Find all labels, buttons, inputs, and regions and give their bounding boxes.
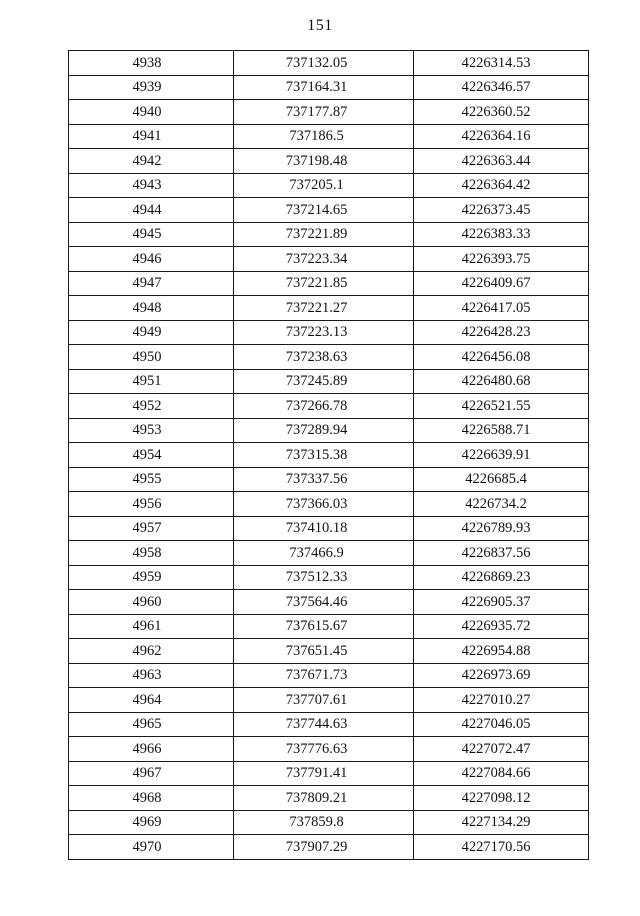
y-coordinate-cell: 4226905.37 [414, 590, 589, 615]
table-row [69, 296, 589, 321]
point-number-cell: 4955 [69, 467, 234, 492]
point-number-cell: 4944 [69, 198, 234, 223]
table-row [69, 75, 589, 100]
x-coordinate-cell: 737466.9 [234, 541, 414, 566]
y-coordinate-cell: 4227170.56 [414, 835, 589, 860]
y-coordinate-cell: 4226373.45 [414, 198, 589, 223]
table-row [69, 124, 589, 149]
x-coordinate-cell: 737177.87 [234, 100, 414, 125]
y-coordinate-cell: 4226456.08 [414, 345, 589, 370]
y-coordinate-cell: 4227134.29 [414, 810, 589, 835]
table-row [69, 639, 589, 664]
y-coordinate-cell: 4226480.68 [414, 369, 589, 394]
point-number-cell: 4939 [69, 75, 234, 100]
point-number-cell: 4948 [69, 296, 234, 321]
coordinate-table-body [69, 51, 589, 860]
y-coordinate-cell: 4226364.42 [414, 173, 589, 198]
x-coordinate-cell: 737238.63 [234, 345, 414, 370]
point-number-cell: 4962 [69, 639, 234, 664]
point-number-cell: 4963 [69, 663, 234, 688]
point-number-cell: 4940 [69, 100, 234, 125]
table-row [69, 467, 589, 492]
point-number-cell: 4942 [69, 149, 234, 174]
table-row [69, 614, 589, 639]
y-coordinate-cell: 4226869.23 [414, 565, 589, 590]
y-coordinate-cell: 4227072.47 [414, 737, 589, 762]
table-row [69, 173, 589, 198]
table-row [69, 369, 589, 394]
point-number-cell: 4967 [69, 761, 234, 786]
y-coordinate-cell: 4226363.44 [414, 149, 589, 174]
x-coordinate-cell: 737198.48 [234, 149, 414, 174]
x-coordinate-cell: 737615.67 [234, 614, 414, 639]
x-coordinate-cell: 737410.18 [234, 516, 414, 541]
table-row [69, 100, 589, 125]
y-coordinate-cell: 4226973.69 [414, 663, 589, 688]
point-number-cell: 4970 [69, 835, 234, 860]
x-coordinate-cell: 737907.29 [234, 835, 414, 860]
point-number-cell: 4959 [69, 565, 234, 590]
point-number-cell: 4952 [69, 394, 234, 419]
x-coordinate-cell: 737221.85 [234, 271, 414, 296]
y-coordinate-cell: 4226789.93 [414, 516, 589, 541]
x-coordinate-cell: 737671.73 [234, 663, 414, 688]
x-coordinate-cell: 737791.41 [234, 761, 414, 786]
y-coordinate-cell: 4226314.53 [414, 51, 589, 76]
point-number-cell: 4949 [69, 320, 234, 345]
y-coordinate-cell: 4226685.4 [414, 467, 589, 492]
x-coordinate-cell: 737214.65 [234, 198, 414, 223]
point-number-cell: 4945 [69, 222, 234, 247]
point-number-cell: 4966 [69, 737, 234, 762]
point-number-cell: 4965 [69, 712, 234, 737]
y-coordinate-cell: 4227098.12 [414, 786, 589, 811]
page-number: 151 [307, 17, 333, 34]
table-row [69, 737, 589, 762]
x-coordinate-cell: 737809.21 [234, 786, 414, 811]
point-number-cell: 4950 [69, 345, 234, 370]
x-coordinate-cell: 737512.33 [234, 565, 414, 590]
table-row [69, 541, 589, 566]
x-coordinate-cell: 737164.31 [234, 75, 414, 100]
table-row [69, 516, 589, 541]
table-row [69, 565, 589, 590]
y-coordinate-cell: 4226346.57 [414, 75, 589, 100]
table-row [69, 688, 589, 713]
point-number-cell: 4947 [69, 271, 234, 296]
table-row [69, 712, 589, 737]
y-coordinate-cell: 4226393.75 [414, 247, 589, 272]
x-coordinate-cell: 737223.34 [234, 247, 414, 272]
point-number-cell: 4958 [69, 541, 234, 566]
table-row [69, 271, 589, 296]
y-coordinate-cell: 4227084.66 [414, 761, 589, 786]
table-row [69, 835, 589, 860]
point-number-cell: 4941 [69, 124, 234, 149]
table-row [69, 149, 589, 174]
table-row [69, 222, 589, 247]
y-coordinate-cell: 4226837.56 [414, 541, 589, 566]
point-number-cell: 4960 [69, 590, 234, 615]
x-coordinate-cell: 737707.61 [234, 688, 414, 713]
table-row [69, 51, 589, 76]
y-coordinate-cell: 4226417.05 [414, 296, 589, 321]
table-row [69, 320, 589, 345]
y-coordinate-cell: 4227046.05 [414, 712, 589, 737]
table-row [69, 761, 589, 786]
y-coordinate-cell: 4226521.55 [414, 394, 589, 419]
x-coordinate-cell: 737366.03 [234, 492, 414, 517]
point-number-cell: 4946 [69, 247, 234, 272]
table-row [69, 394, 589, 419]
point-number-cell: 4956 [69, 492, 234, 517]
x-coordinate-cell: 737266.78 [234, 394, 414, 419]
point-number-cell: 4953 [69, 418, 234, 443]
table-row [69, 247, 589, 272]
y-coordinate-cell: 4226428.23 [414, 320, 589, 345]
x-coordinate-cell: 737245.89 [234, 369, 414, 394]
y-coordinate-cell: 4226935.72 [414, 614, 589, 639]
x-coordinate-cell: 737221.89 [234, 222, 414, 247]
x-coordinate-cell: 737223.13 [234, 320, 414, 345]
point-number-cell: 4954 [69, 443, 234, 468]
table-row [69, 663, 589, 688]
point-number-cell: 4964 [69, 688, 234, 713]
y-coordinate-cell: 4226588.71 [414, 418, 589, 443]
x-coordinate-cell: 737651.45 [234, 639, 414, 664]
x-coordinate-cell: 737859.8 [234, 810, 414, 835]
table-row [69, 492, 589, 517]
table-row [69, 786, 589, 811]
table-row [69, 418, 589, 443]
x-coordinate-cell: 737337.56 [234, 467, 414, 492]
table-row [69, 345, 589, 370]
coordinate-table [68, 50, 589, 860]
point-number-cell: 4943 [69, 173, 234, 198]
y-coordinate-cell: 4226364.16 [414, 124, 589, 149]
table-row [69, 198, 589, 223]
point-number-cell: 4951 [69, 369, 234, 394]
table-row [69, 810, 589, 835]
point-number-cell: 4938 [69, 51, 234, 76]
x-coordinate-cell: 737776.63 [234, 737, 414, 762]
x-coordinate-cell: 737289.94 [234, 418, 414, 443]
x-coordinate-cell: 737132.05 [234, 51, 414, 76]
x-coordinate-cell: 737744.63 [234, 712, 414, 737]
table-row [69, 443, 589, 468]
y-coordinate-cell: 4226383.33 [414, 222, 589, 247]
y-coordinate-cell: 4226954.88 [414, 639, 589, 664]
y-coordinate-cell: 4226360.52 [414, 100, 589, 125]
y-coordinate-cell: 4226639.91 [414, 443, 589, 468]
point-number-cell: 4961 [69, 614, 234, 639]
x-coordinate-cell: 737221.27 [234, 296, 414, 321]
point-number-cell: 4969 [69, 810, 234, 835]
x-coordinate-cell: 737564.46 [234, 590, 414, 615]
y-coordinate-cell: 4226409.67 [414, 271, 589, 296]
point-number-cell: 4968 [69, 786, 234, 811]
y-coordinate-cell: 4227010.27 [414, 688, 589, 713]
x-coordinate-cell: 737186.5 [234, 124, 414, 149]
point-number-cell: 4957 [69, 516, 234, 541]
x-coordinate-cell: 737315.38 [234, 443, 414, 468]
y-coordinate-cell: 4226734.2 [414, 492, 589, 517]
table-row [69, 590, 589, 615]
x-coordinate-cell: 737205.1 [234, 173, 414, 198]
